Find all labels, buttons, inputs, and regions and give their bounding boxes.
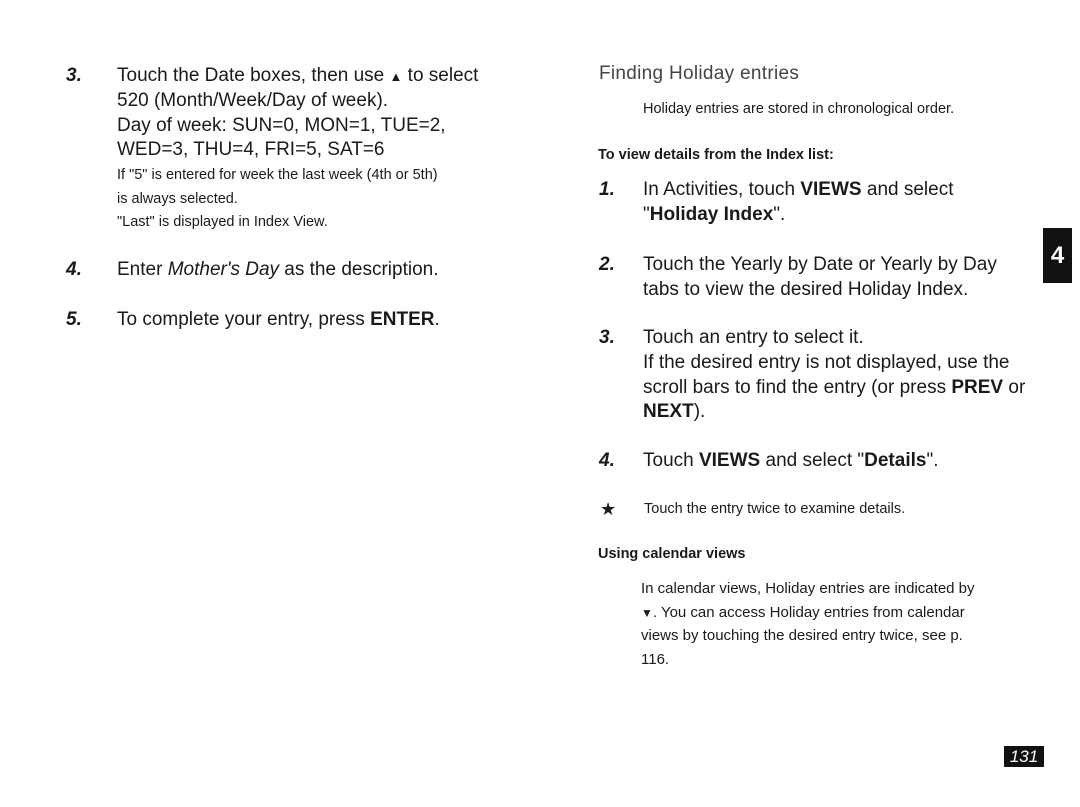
step-number: 5. <box>66 309 82 330</box>
calendar-para-line: views by touching the desired entry twice, see p. <box>641 627 963 644</box>
step2-line1: Touch the Yearly by Date or Yearly by Day <box>643 254 997 275</box>
step3-note: "Last" is displayed in Index View. <box>117 214 328 230</box>
step-number: 3. <box>66 65 82 86</box>
step2-line2: tabs to view the desired Holiday Index. <box>643 279 969 300</box>
step3-note: is always selected. <box>117 191 238 207</box>
step-number: 1. <box>599 179 615 200</box>
holiday-glass-icon: ▼ <box>641 606 653 620</box>
step1-line1: In Activities, touch VIEWS and select <box>643 179 954 200</box>
step3-line1: Touch the Date boxes, then use ▲︎ to select <box>117 65 479 86</box>
calendar-para-line: In calendar views, Holiday entries are indicated by <box>641 580 975 597</box>
step3-line1: Touch an entry to select it. <box>643 327 864 348</box>
chapter-tab: 4 <box>1043 228 1072 283</box>
step-number: 4. <box>599 450 615 471</box>
step3-note: If "5" is entered for week the last week (4th or 5th) <box>117 167 438 183</box>
step-number: 4. <box>66 259 82 280</box>
step5-text: To complete your entry, press ENTER. <box>117 309 440 330</box>
step4-text: Enter Mother's Day as the description. <box>117 259 439 280</box>
subheading: To view details from the Index list: <box>598 147 834 163</box>
page-number: 131 <box>1004 746 1044 767</box>
step1-line2: "Holiday Index". <box>643 204 786 225</box>
step-number: 3. <box>599 327 615 348</box>
step3-line3: Day of week: SUN=0, MON=1, TUE=2, <box>117 115 446 136</box>
step3-line2: If the desired entry is not displayed, use the <box>643 352 1010 373</box>
section-title: Finding Holiday entries <box>599 63 800 84</box>
step3-line4: NEXT). <box>643 401 706 422</box>
step4-text: Touch VIEWS and select "Details". <box>643 450 939 471</box>
subheading: Using calendar views <box>598 546 746 562</box>
step3-line3: scroll bars to find the entry (or press PREV or <box>643 377 1026 398</box>
calendar-para-line: ▼. You can access Holiday entries from calendar <box>641 604 965 621</box>
step3-line2: 520 (Month/Week/Day of week). <box>117 90 389 111</box>
step3-line4: WED=3, THU=4, FRI=5, SAT=6 <box>117 139 385 160</box>
intro-text: Holiday entries are stored in chronological order. <box>643 101 955 117</box>
star-icon: ★ <box>600 499 617 519</box>
tip-text: Touch the entry twice to examine details. <box>644 501 906 517</box>
up-down-arrow-icon: ▲︎ <box>389 69 403 84</box>
step-number: 2. <box>599 254 615 275</box>
calendar-para-line: 116. <box>641 651 670 668</box>
